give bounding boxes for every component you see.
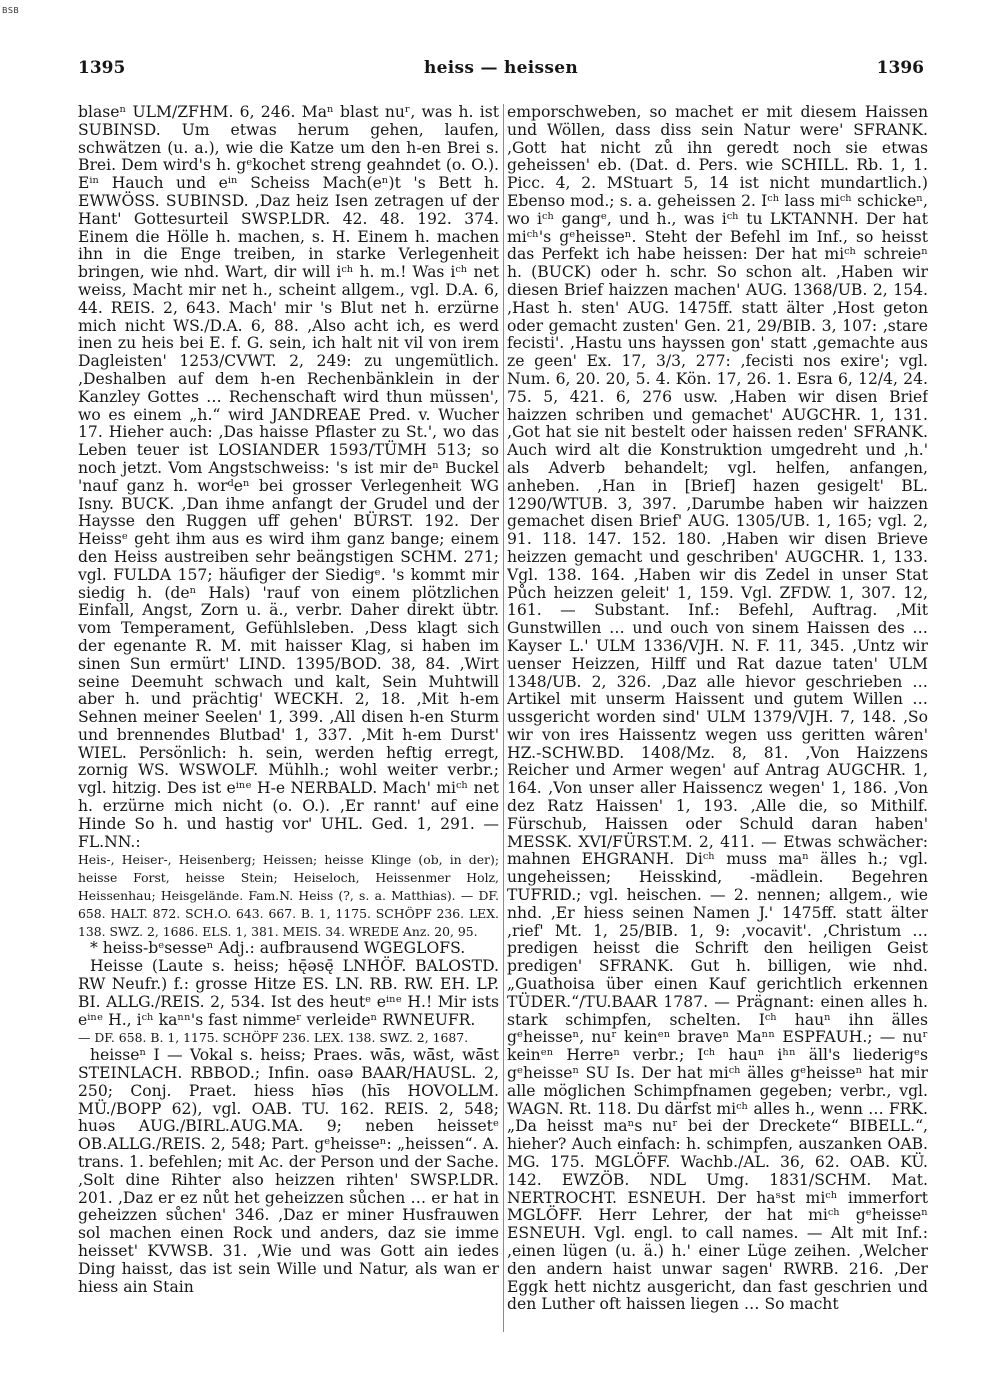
entry-heisse-references: — DF. 658. B. 1, 1175. SCHÖPF 236. LEX. 138. SWZ. 2, 1687.: [78, 1030, 469, 1046]
entry-heissen: heisseⁿ I — Vokal s. heiss; Praes. wā̄s, wā̄st, wā̄st STEINLACH. RBBOD.; Infin. oasə BAAR/HAUSL. 2, 250; Conj. Praet. hiess hīəs (hīs HOVOLLM. MÜ./BOPP 62), vgl. OAB. TU. 162. REIS. 2, 548; huəs AUG./BIRL.AUG.MA. 9; neben heissetᵉ OB.ALLG./REIS. 2, 548; Part. gᵉheisseⁿ: „heissen“. A. trans. 1. befehlen; mit Ac. der Person und der Sache. ‚Solt dine Rihter also heizzen rihten' SWSP.LDR. 201. ‚Daz er ez nůt het geheizzen sůchen … er hat in geheizzen sůchen' 346. ‚Daz er miner Husfrauwen sol machen einen Rock und anders, daz sie imme heisset' KVWSB. 31. ‚Wie und was Gott ain iedes Ding haisst, das ist sein Wille und Natur, als wan er hiess ain Stain: [78, 1046, 499, 1296]
library-stamp: BSB: [2, 6, 20, 15]
page-number-right: 1396: [876, 58, 924, 78]
running-header: [78, 58, 924, 80]
entry-heiss-references: Heis-, Heiser-, Heisenberg; Heissen; heisse Klinge (ob, in der); heisse Forst, heisse Stein; Heiseloch, Heissenmer Holz, Heissenhau; Heisgelände. Fam.N. Heiss (?, s. a. Matthias). — DF. 658. HALT. 872. SCH.O. 643. 667. B. 1, 1175. SCHÖPF 236. LEX. 138. SWZ. 2, 1686. ELS. 1, 381. MEIS. 34. WREDE Anz. 20, 95.: [78, 852, 499, 939]
column-divider: [503, 104, 504, 1332]
entry-heiss-continued: blaseⁿ ULM/ZFHM. 6, 246. Maⁿ blast nuʳ, was h. ist SUBINSD. Um etwas herum gehen, laufen, schwätzen (u. a.), wie die Katze um den h-en Brei s. Brei. Dem wird's h. gᵉkochet streng geahndet (o. O.). Eⁱⁿ Hauch und eⁱⁿ Scheiss Mach(eⁿ)t 's Bett h. EWWÖSS. SUBINSD. ‚Daz heiz Isen zetragen uf der Hant' Gottesurteil SWSP.LDR. 42. 48. 192. 374. Einem die Hölle h. machen, s. H. Einem h. machen ihn in die Enge treiben, in starke Verlegenheit bringen, wie nhd. Wart, dir will iᶜʰ h. m.! Was iᶜʰ net weiss, Macht mir net h., scheint allgem., vgl. D.A. 6, 44. REIS. 2, 643. Mach' mir 's Blut net h. erzürne mich nicht WS./D.A. 6, 88. ‚Also acht ich, es werd inen zu heis bei E. f. G. sein, ich halt nit vil von irem Dagleisten' 1253/CVWT. 2, 249: zu ungemütlich. ‚Deshalben auf dem h-en Rechenbänklein in der Kanzley Gottes … Rechenschaft wird thun müssen', wo es einem „h.“ wird JANDREAE Pred. v. Wucher 17. Hieher auch: ‚Das haisse Pflaster zu St.', wo das Leben teuer ist LOSIANDER 1593/TÜMH 513; so noch jetzt. Vom Angstschweiss: 's ist mir deⁿ Buckel 'nauf ganz h. worᵈeⁿ bei grosser Verlegenheit WG Isny. BUCK. ‚Dan ihme anfangt der Grudel und der Haysse den Ruggen uff gehen' BÜRST. 192. Der Heissᵉ geht ihm aus es wird ihm ganz bange; einem den Heiss austreiben sehr beängstigen SCHM. 271; vgl. FULDA 157; häufiger der Siedigᵉ. 's kommt mir siedig h. (deⁿ Hals) 'rauf von einem plötzlichen Einfall, Angst, Zorn u. ä., verbr. Daher direkt übtr. vom Temperament, Gefühlsleben. ‚Dess klagt sich der egenante R. M. mit haisser Klag, si haben im sinen Sun ermürt' LIND. 1395/BOD. 38, 84. ‚Wirt seine Deemuht schwach und kalt, Sein Muhtwill aber h. und prächtig' WECKH. 2, 18. ‚Mit h-em Sehnen meiner Seelen' 1, 399. ‚All disen h-en Sturm und brennendes Blutbad' 1, 337. ‚Mit h-em Durst' WIEL. Persönlich: h. sein, werden heftig erregt, zornig WS. WSWOLF. Mühlh.; wohl weiter verbr.; vgl. hitzig. Des ist eⁱⁿᵉ H-e NERBALD. Mach' miᶜʰ net h. erzürne mich nicht (o. O.). ‚Er rannt' auf eine Hinde So h. und hastig vor' UHL. Ged. 1, 291. — FL.NN.:: [78, 104, 499, 851]
page-number-left: 1395: [78, 58, 126, 78]
entry-heissen-continued: emporschweben, so machet er mit diesem Haissen und Wöllen, dass diss sein Natur were' SFRANK. ‚Gott hat nicht zů ihn geredt noch sie etwas geheissen' eb. (Dat. d. Pers. wie SCHILL. Rb. 1, 1. Picc. 4, 2. MStuart 5, 14 ist nicht mundartlich.) Ebenso mod.; s. a. geheissen 2. Iᶜʰ lass miᶜʰ schickeⁿ, wo iᶜʰ gangᵉ, und h., was iᶜʰ tu LKTANNH. Der hat miᶜʰ's gᵉheisseⁿ. Steht der Befehl im Inf., so heisst das Perfekt ich habe heissen: Der hat miᶜʰ schreieⁿ h. (BUCK) oder h. schr. So schon alt. ‚Haben wir diesen Brief haizzen machen' AUG. 1368/UB. 2, 154. ‚Hast h. sten' AUG. 1475ff. statt älter ‚Host geton oder gemacht zusten' Gen. 21, 29/BIB. 3, 107: ‚stare fecisti'. ‚Hastu uns hayssen gon' statt ‚gemachte aus ze geen' Ex. 17, 3/3, 277: ‚fecisti nos exire'; vgl. Num. 6, 20. 20, 5. 4. Kön. 17, 26. 1. Esra 6, 12/4, 24. 75. 5, 421. 6, 276 usw. ‚Haben wir disen Brief haizzen schriben und gemachet' AUGCHR. 1, 131. ‚Got hat sie nit bestelt oder haissen reden' SFRANK. Auch wird alt die Konstruktion umgedreht und ‚h.' als Adverb behandelt; vgl. helfen, anfangen, anheben. ‚Han in [Brief] hazen gesigelt' BL. 1290/WTUB. 3, 397. ‚Darumbe haben wir haizzen gemachet disen Brief' AUG. 1305/UB. 1, 165; vgl. 2, 91. 118. 147. 152. 180. ‚Haben wir disen Brieve heizzen gemacht und geschriben' AUGCHR. 1, 133. Vgl. 138. 164. ‚Haben wir dis Zedel in unser Stat Půch heizzen geleit' 1, 159. Vgl. ZFDW. 1, 307. 12, 161. — Substant. Inf.: Befehl, Auftrag. ‚Mit Gunstwillen … und ouch von sinem Haissen des … Kayser L.' ULM 1336/VJH. N. F. 11, 345. ‚Untz wir uenser Heizzen, Hilff und Rat dazue taten' ULM 1348/UB. 2, 326. ‚Daz alle hievor geschrieben … Artikel mit unserm Haissent und gutem Willen … ussgericht worden sind' ULM 1379/VJH. 7, 148. ‚So wir von ires Haissentz wegen uss geritten wâren' HZ.-SCHW.BD. 1408/Mz. 8, 81. ‚Von Haizzens Reicher und Armer wegen' auf Antrag AUGCHR. 1, 164. ‚Von unser aller Haissencz wegen' 1, 186. ‚Von dez Ratz Haissen' 1, 193. ‚Alle die, so Mithilf. Fürschub, Haissen oder Schuld daran haben' MESSK. XVI/FÜRST.M. 2, 411. — Etwas schwächer: mahnen EHGRANH. Diᶜʰ muss maⁿ älles h.; vgl. ungeheissen; Heisskind, -mädlein. Begehren TUFRID.; vgl. heischen. — 2. nennen; allgem., wie nhd. ‚Er hiess seinen Namen J.' 1475ff. statt älter ‚rief' Mt. 1, 25/BIB. 1, 9: ‚vocavit'. ‚Christum … predigen heisst die Schrift den heiligen Geist predigen' SFRANK. Gut h. billigen, wie nhd. „Guathoisa über einen Kauf gerichtlich erkennen TÜDER.“/TU.BAAR 1787. — Prägnant: einen alles h. stark schimpfen, schelten. Iᶜʰ hauⁿ ihn älles gᵉheisseⁿ, nuʳ keinᵉⁿ braveⁿ Maⁿⁿ ESPFAUH.; — nuʳ keinᵉⁿ Herreⁿ verbr.; Iᶜʰ hauⁿ iʰⁿ äll's liederigᵉs gᵉheisseⁿ SU Is. Der hat miᶜʰ älles gᵉheisseⁿ hat mir alle möglichen Schimpfnamen gegeben; verbr., vgl. WAGN. Rt. 118. Du därfst miᶜʰ alles h., wenn … FRK. „Da heisst maⁿs nuʳ bei der Dreckete“ BIBELL.“, hieher? Auch einfach: h. schimpfen, auszanken OAB. MG. 175. MGLÖFF. Wachb./AL. 36, 62. OAB. KÜ. 142. EWZÖB. NDL Umg. 1831/SCHM. Mat. NERTROCHT. ESNEUH. Der haˢst miᶜʰ immerfort MGLÖFF. Herr Lehrer, der hat miᶜʰ gᵉheisseⁿ ESNEUH. Vgl. engl. to call names. — Alt mit Inf.: ‚einen lügen (u. ä.) h.' einer Lüge zeihen. ‚Welcher den andern haist unwar sagen' RWRB. 216. ‚Der Eggk hett nichtz ausgericht, dan fast geschrien und den Luther oft haissen liegen … So macht: [507, 104, 928, 1314]
entry-heiss-besessen: * heiss-bᵉsesseⁿ Adj.: aufbrausend WGEGLOFS.: [90, 939, 466, 958]
right-column: [507, 104, 928, 1354]
left-column: [78, 104, 499, 1354]
page-title: heiss — heissen: [423, 58, 579, 78]
entry-heisse: Heisse (Laute s. heiss; hę̄əsę̄ LNHÖF. BALOSTD. RW Neufr.) f.: grosse Hitze ES. LN. RB. RW. EH. LP. BI. ALLG./REIS. 2, 534. Ist des heutᵉ eⁱⁿᵉ H.! Mir ists eⁱⁿᵉ H., iᶜʰ kaⁿⁿ's fast nimmeʳ verleideⁿ RWNEUFR.: [78, 957, 499, 1029]
